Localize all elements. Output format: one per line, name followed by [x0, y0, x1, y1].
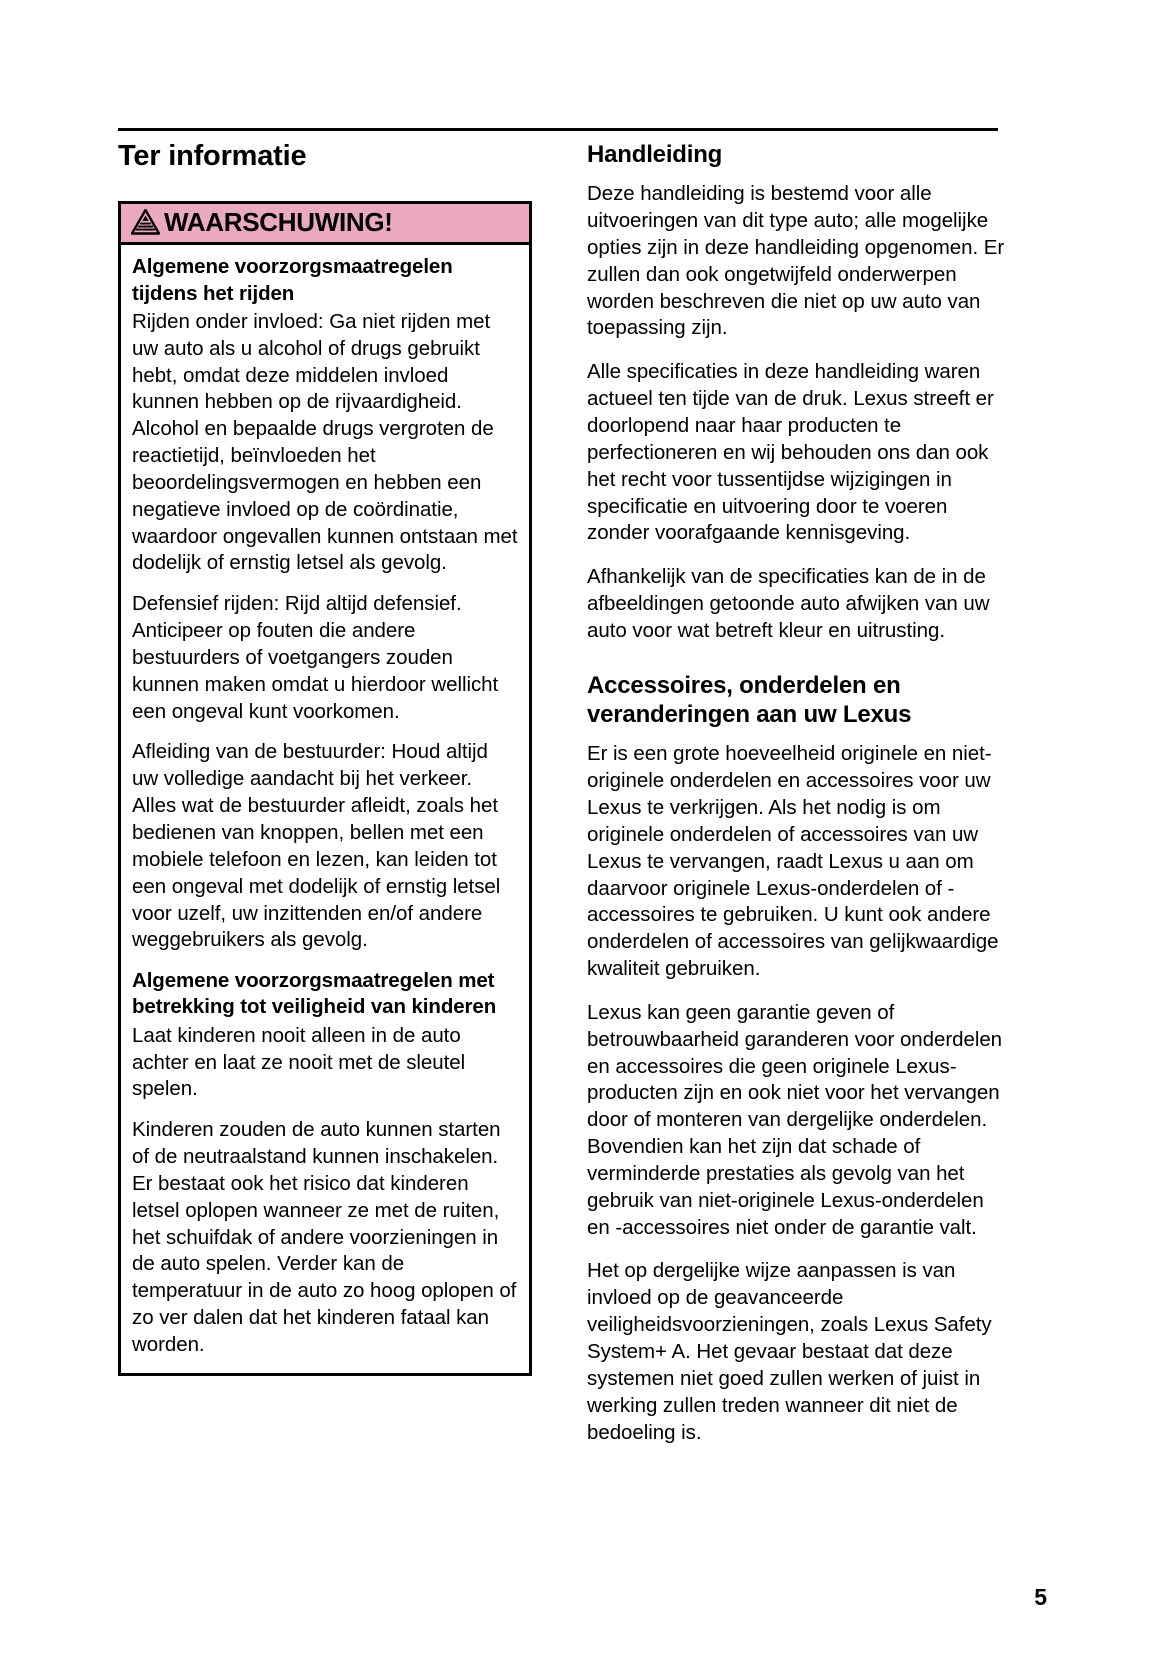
- section-paragraph: Het op dergelijke wijze aanpassen is van invloed op de geavanceerde veiligheidsvoorzieningen, zoals Lexus Safety System+ A. Het gevaar bestaat dat deze systemen niet goed zullen werken of juist in werking zullen treden wanneer dit niet de bedoeling is.: [587, 1259, 992, 1444]
- warning-label: WAARSCHUWING!: [164, 207, 393, 238]
- warning-paragraph: Afleiding van de bestuurder: Houd altijd uw volledige aandacht bij het verkeer. Alles wat de bestuurder afleidt, zoals het bedienen van knoppen, bellen met een mobiele telefoon en lezen, kan leiden tot een ongeval met dodelijk of ernstig letsel voor uzelf, uw inzittenden en/of andere weggebruikers als gevolg.: [132, 740, 501, 952]
- section-paragraph: Afhankelijk van de specificaties kan de in de afbeeldingen getoonde auto afwijken van uw auto voor wat betreft kleur en uitrusting.: [587, 565, 990, 642]
- warning-subheading: Algemene voorzorgsmaatregelen met betrekking tot veiligheid van kinderen: [132, 969, 497, 1019]
- two-column-layout: [118, 140, 1018, 1446]
- warning-box-header: [118, 201, 532, 245]
- warning-box: [118, 201, 532, 1375]
- page-number: 5: [1034, 1584, 1047, 1610]
- warning-paragraph: Rijden onder invloed: Ga niet rijden met uw auto als u alcohol of drugs gebruikt hebt, omdat deze middelen invloed kunnen hebben op de rijvaardigheid. Alcohol en bepaalde drugs vergroten de reactietijd, beïnvloeden het beoordelingsvermogen en hebben een negatieve invloed op de coördinatie, waardoor ongevallen kunnen ontstaan met dodelijk of ernstig letsel als gevolg.: [132, 309, 518, 575]
- warning-box-body: [118, 245, 532, 1375]
- header-rule: [118, 128, 998, 131]
- page-title: Ter informatie: [118, 140, 307, 172]
- warning-paragraph: Defensief rijden: Rijd altijd defensief. Anticipeer op fouten die andere bestuurders of voetgangers zouden kunnen maken omdat u hierdoor wellicht een ongeval kunt voorkomen.: [132, 592, 499, 723]
- warning-paragraph: Laat kinderen nooit alleen in de auto achter en laat ze nooit met de sleutel spelen.: [132, 1023, 466, 1101]
- section-heading-handleiding: Handleiding: [587, 141, 723, 168]
- section-paragraph: Er is een grote hoeveelheid originele en niet-originele onderdelen en accessoires voor uw Lexus te verkrijgen. Als het nodig is om originele onderdelen of accessoires van uw Lexus te vervangen, raadt Lexus u aan om daarvoor originele Lexus-onderdelen of -accessoires te gebruiken. U kunt ook andere onderdelen of accessoires van gelijkwaardige kwaliteit gebruiken.: [587, 742, 999, 981]
- section-paragraph: Lexus kan geen garantie geven of betrouwbaarheid garanderen voor onderdelen en accessoires die geen originele Lexus-producten zijn en ook niet voor het vervangen door of monteren van dergelijke onderdelen. Bovendien kan het zijn dat schade of verminderde prestaties als gevolg van het gebruik van niet-originele Lexus-onderdelen en -accessoires niet onder de garantie valt.: [587, 1000, 1003, 1239]
- warning-subheading: Algemene voorzorgsmaatregelen tijdens het rijden: [132, 255, 453, 305]
- section-paragraph: Alle specificaties in deze handleiding waren actueel ten tijde van de druk. Lexus streeft er doorlopend naar haar producten te perfectioneren en wij behouden ons dan ook het recht voor tussentijdse wijzigingen in specificatie en uitvoering door te voeren zonder voorafgaande kennisgeving.: [587, 360, 994, 545]
- section-heading-accessoires: Accessoires, onderdelen en veranderingen aan uw Lexus: [587, 671, 912, 729]
- section-paragraph: Deze handleiding is bestemd voor alle uitvoeringen van dit type auto; alle mogelijke opties zijn in deze handleiding opgenomen. Er zullen dan ook ongetwijfeld onderwerpen worden beschreven die niet op uw auto van toepassing zijn.: [587, 182, 1005, 340]
- right-column: [587, 140, 1007, 1446]
- warning-triangle-icon: [131, 209, 160, 235]
- warning-paragraph: Kinderen zouden de auto kunnen starten of de neutraalstand kunnen inschakelen. Er bestaat ook het risico dat kinderen letsel oplopen wanneer ze met de ruiten, het schuifdak of andere voorzieningen in de auto spelen. Verder kan de temperatuur in de auto zo hoog oplopen of zo ver dalen dat het kinderen fataal kan worden.: [132, 1118, 517, 1356]
- left-column: [118, 140, 532, 1376]
